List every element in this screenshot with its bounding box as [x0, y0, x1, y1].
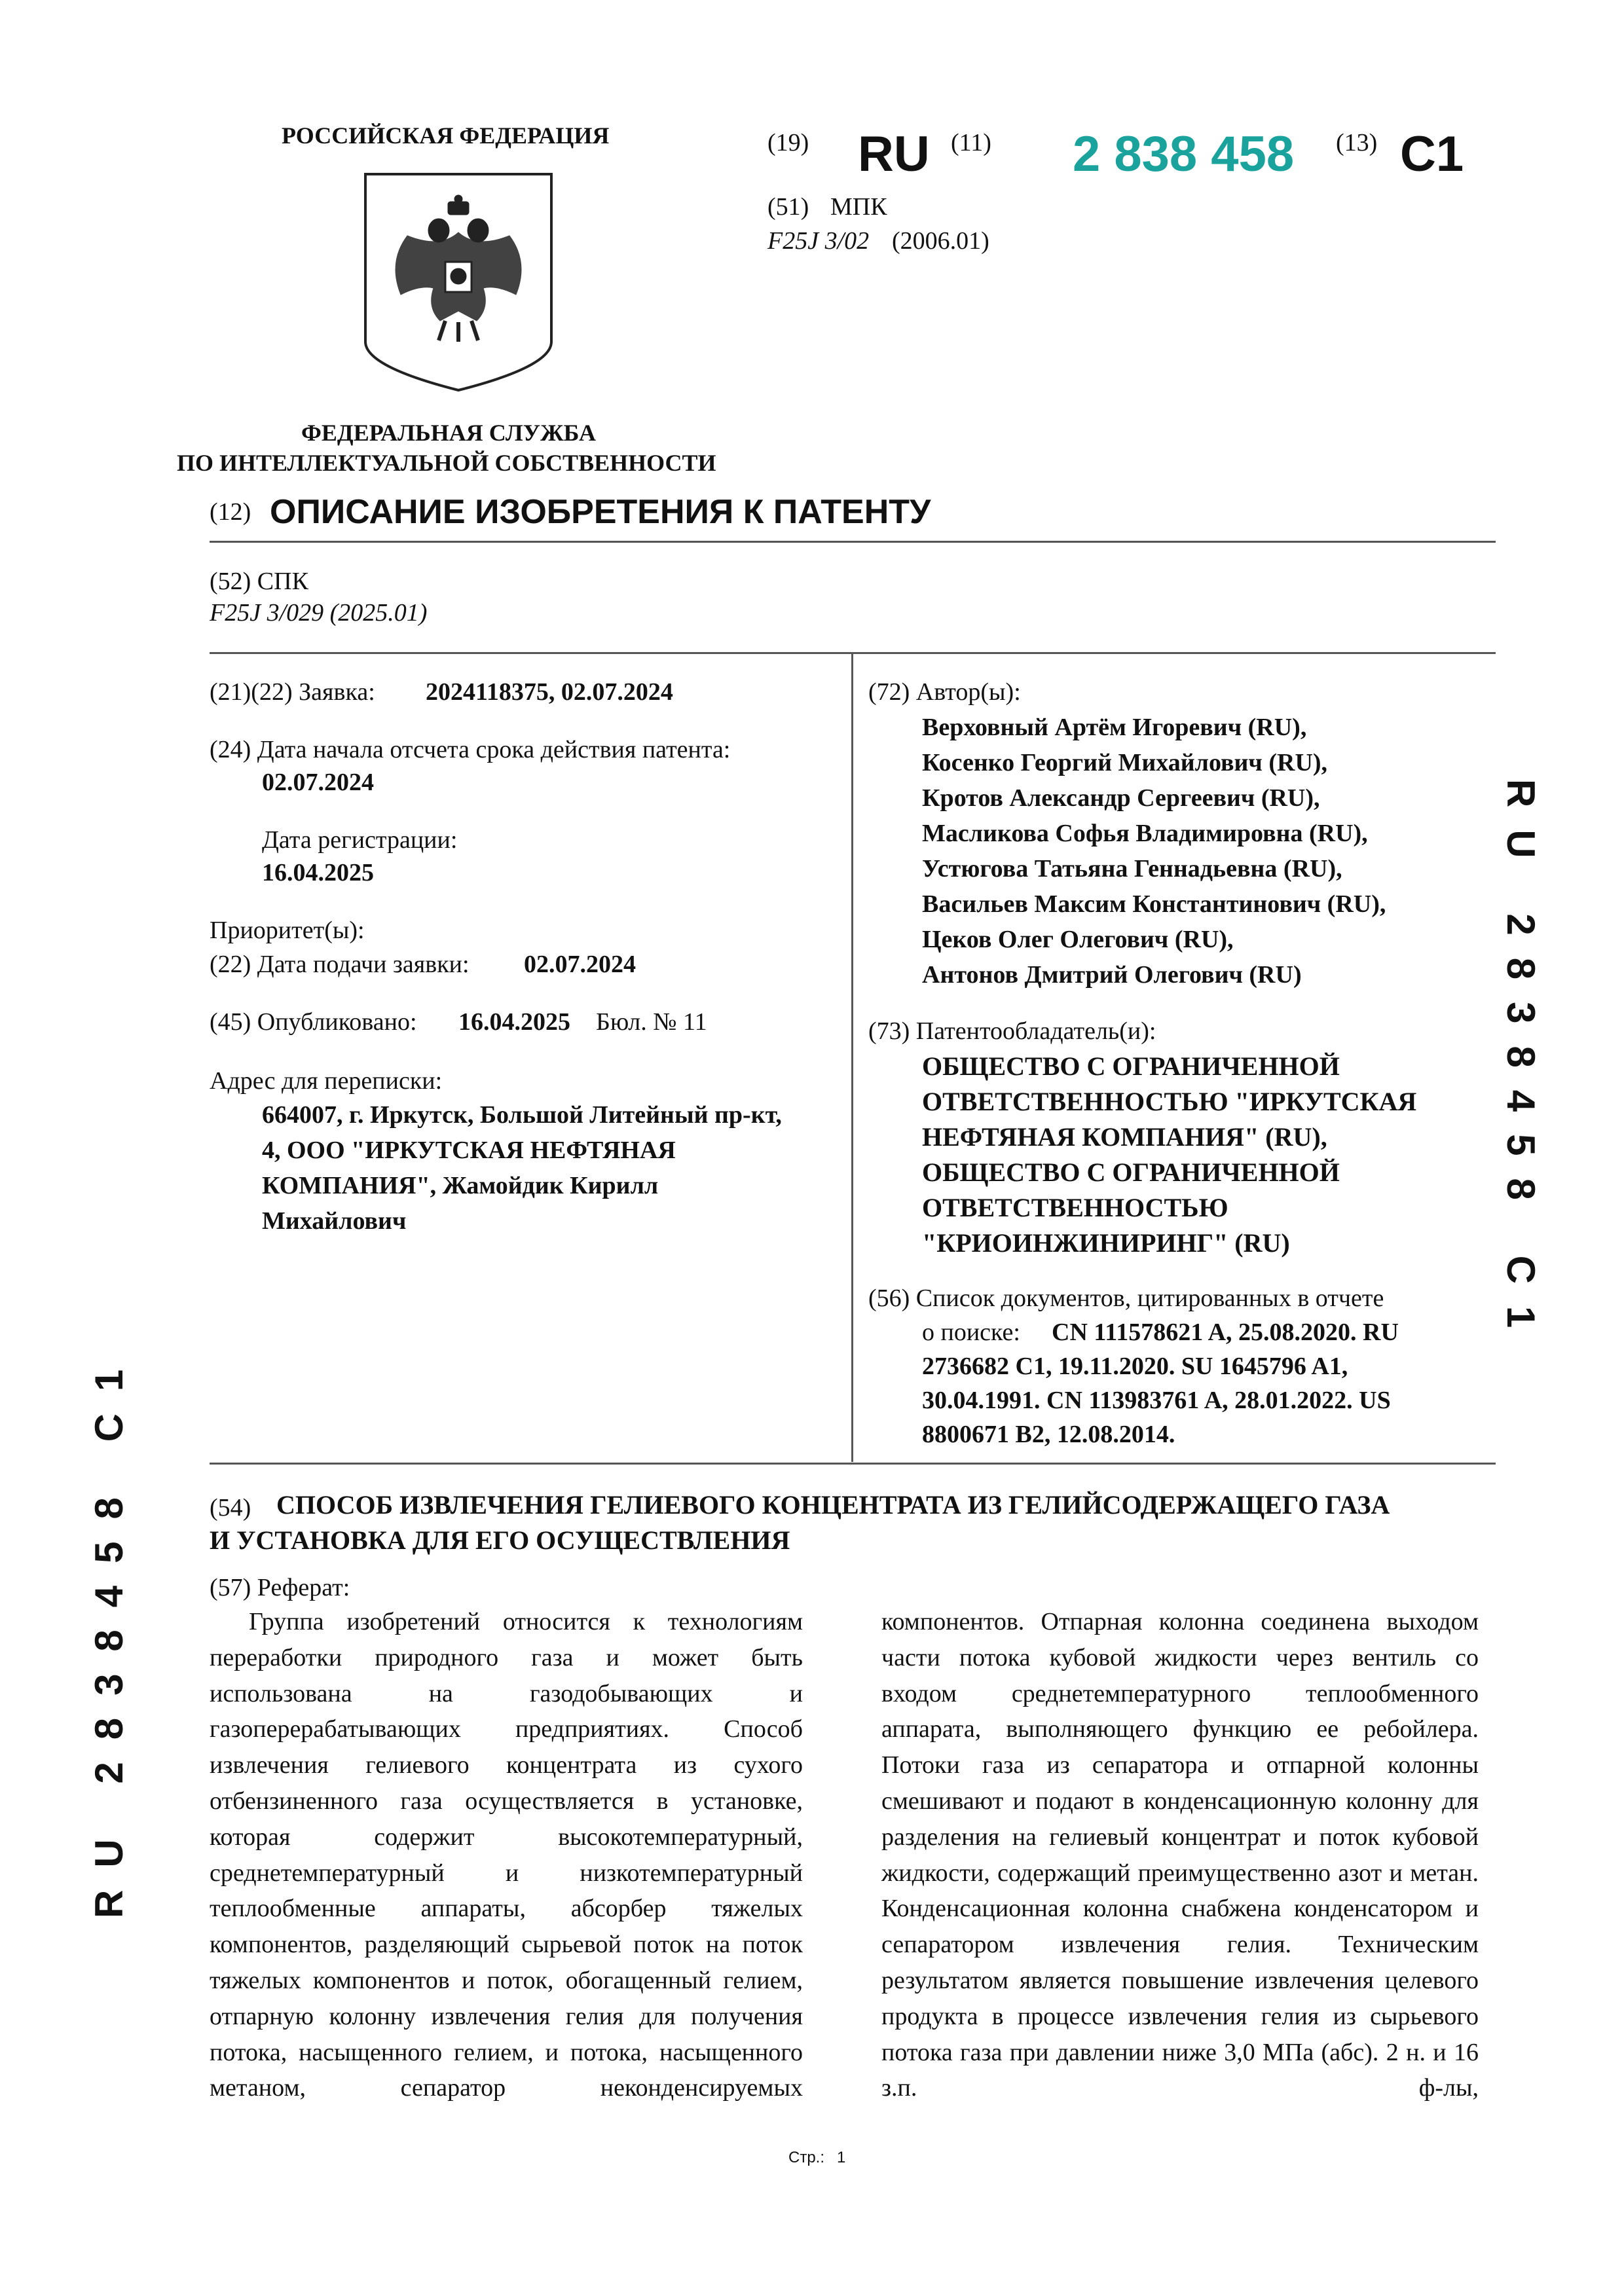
owner-line: "КРИОИНЖИНИРИНГ" (RU) [922, 1228, 1290, 1258]
code-19: (19) [767, 129, 809, 156]
side-label-left: RU 2838458 C1 [87, 1347, 131, 1918]
divider [210, 1463, 1496, 1465]
invention-title-line2: И УСТАНОВКА ДЛЯ ЕГО ОСУЩЕСТВЛЕНИЯ [210, 1525, 790, 1555]
cited-label: (56) Список документов, цитированных в отчете [868, 1285, 1384, 1312]
abstract-column-1: Группа изобретений относится к технологиям переработки природного газа и может быть использована на газодобывающих и газоперерабатывающих предприятиях. Способ извлечения гелиевого концентрата из сухого отбензиненного газа осуществляется в установке, которая содержит высокотемпературный, среднетемпературный и низкотемпературный теплообменные аппараты, абсорбер тяжелых компонентов, разделяющий сырьевой поток на поток тяжелых компонентов и поток, обогащенный гелием, отпарную колонну извлечения гелия для получения потока, насыщенного гелием, и потока, насыщенного метаном, сепаратор неконденсируемых [210, 1608, 803, 2102]
address-line: Михайлович [262, 1207, 407, 1235]
author-item: Масликова Софья Владимировна (RU), [922, 820, 1368, 847]
abstract-column-2: компонентов. Отпарная колонна соединена выходом части потока кубовой жидкости через вентиль со входом среднетемпературного теплообменного аппарата, выполняющего функцию ее ребойлера. Потоки газа из сепаратора и отпарной колонны смешивают и подают в конденсационную колонну для разделения на гелиевый концентрат и поток кубовой жидкости, содержащий преимущественно азот и метан. Конденсационная колонна снабжена конденсатором и сепаратором извлечения гелия. Техническим результатом является повышение извлечения целевого продукта в процессе извлечения гелия из сырьевого потока газа при давлении ниже 3,0 МПа (абс). 2 н. и 16 з.п. ф-лы, [881, 1608, 1479, 2102]
author-item: Верховный Артём Игоревич (RU), [922, 714, 1307, 741]
published-label: (45) Опубликовано: [210, 1008, 417, 1036]
author-item: Устюгова Татьяна Геннадьевна (RU), [922, 855, 1342, 883]
code-13: (13) [1336, 129, 1378, 156]
owner-line: ОТВЕТСТВЕННОСТЬЮ [922, 1193, 1228, 1222]
owner-line: ОБЩЕСТВО С ОГРАНИЧЕННОЙ [922, 1051, 1340, 1081]
author-item: Антонов Дмитрий Олегович (RU) [922, 961, 1302, 989]
code-51: (51) [767, 193, 809, 221]
owners-label: (73) Патентообладатель(и): [868, 1017, 1156, 1045]
doc-type-title: ОПИСАНИЕ ИЗОБРЕТЕНИЯ К ПАТЕНТУ [270, 493, 931, 531]
agency-name-line2: ПО ИНТЕЛЛЕКТУАЛЬНОЙ СОБСТВЕННОСТИ [177, 450, 716, 476]
owner-line: ОТВЕТСТВЕННОСТЬЮ "ИРКУТСКАЯ [922, 1087, 1417, 1116]
page-number: 1 [837, 2149, 846, 2166]
cited-line: CN 111578621 A, 25.08.2020. RU [1052, 1319, 1399, 1346]
author-item: Васильев Максим Константинович (RU), [922, 890, 1386, 918]
ipc-version: (2006.01) [892, 227, 989, 255]
ipc-class: F25J 3/02 [767, 227, 870, 255]
abstract-label: (57) Реферат: [210, 1574, 350, 1601]
term-label: (24) Дата начала отсчета срока действия патента: [210, 736, 731, 763]
cpc-label: (52) СПК [210, 568, 308, 595]
kind-code: C1 [1400, 126, 1464, 182]
country-name: РОССИЙСКАЯ ФЕДЕРАЦИЯ [282, 122, 610, 149]
author-item: Кротов Александр Сергеевич (RU), [922, 784, 1320, 812]
cited-line: 30.04.1991. CN 113983761 A, 28.01.2022. US [922, 1387, 1391, 1414]
cited-label-2: о поиске: [922, 1319, 1020, 1346]
authors-label: (72) Автор(ы): [868, 678, 1021, 706]
cited-line: 8800671 B2, 12.08.2014. [922, 1421, 1175, 1448]
cited-line: 2736682 C1, 19.11.2020. SU 1645796 A1, [922, 1353, 1348, 1380]
registration-label: Дата регистрации: [262, 826, 458, 854]
code-11: (11) [951, 129, 991, 156]
address-line: КОМПАНИЯ", Жамойдик Кирилл [262, 1172, 659, 1199]
address-line: 664007, г. Иркутск, Большой Литейный пр-кт, [262, 1101, 782, 1129]
side-label-right: RU 2838458 C1 [1499, 779, 1543, 1351]
page-label: Стр.: [788, 2149, 825, 2166]
registration-value: 16.04.2025 [262, 859, 374, 886]
author-item: Косенко Георгий Михайлович (RU), [922, 749, 1328, 776]
term-value: 02.07.2024 [262, 769, 374, 796]
title-code: (54) [210, 1494, 251, 1522]
filing-label: (22) Дата подачи заявки: [210, 951, 470, 978]
column-divider [851, 654, 853, 1462]
doc-type-code: (12) [210, 498, 251, 526]
country-code: RU [858, 126, 930, 182]
address-label: Адрес для переписки: [210, 1067, 443, 1095]
ipc-label: МПК [830, 193, 887, 221]
cpc-value: F25J 3/029 (2025.01) [210, 599, 428, 627]
coat-of-arms-emblem [361, 170, 555, 393]
patent-number: 2 838 458 [1073, 126, 1295, 182]
application-value: 2024118375, 02.07.2024 [426, 678, 673, 706]
owner-line: ОБЩЕСТВО С ОГРАНИЧЕННОЙ [922, 1157, 1340, 1187]
author-item: Цеков Олег Олегович (RU), [922, 926, 1234, 953]
address-line: 4, ООО "ИРКУТСКАЯ НЕФТЯНАЯ [262, 1137, 676, 1164]
application-label: (21)(22) Заявка: [210, 678, 375, 706]
owner-line: НЕФТЯНАЯ КОМПАНИЯ" (RU), [922, 1122, 1327, 1152]
filing-value: 02.07.2024 [524, 951, 636, 978]
bulletin: Бюл. № 11 [596, 1008, 707, 1036]
priority-label: Приоритет(ы): [210, 917, 365, 944]
published-value: 16.04.2025 [458, 1008, 570, 1036]
divider [210, 541, 1496, 543]
invention-title-line1: СПОСОБ ИЗВЛЕЧЕНИЯ ГЕЛИЕВОГО КОНЦЕНТРАТА ИЗ ГЕЛИЙСОДЕРЖАЩЕГО ГАЗА [276, 1490, 1390, 1520]
agency-name-line1: ФЕДЕРАЛЬНАЯ СЛУЖБА [301, 420, 596, 446]
